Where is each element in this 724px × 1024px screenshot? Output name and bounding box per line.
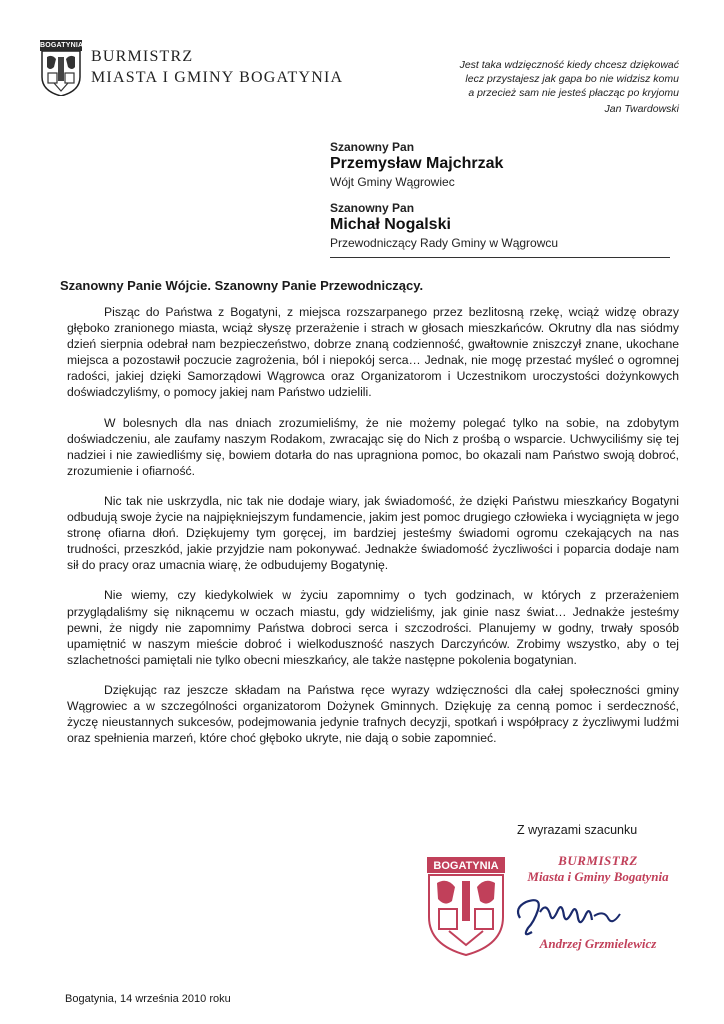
stamp-crest-banner: BOGATYNIA — [433, 860, 499, 872]
body-paragraph: Pisząc do Państwa z Bogatyni, z miejsca rozszarpanego przez bezlitosną rzekę, wciąż widzę obrazy głęboko zranionego miasta, wciąż słyszę przerażenie i strach w głosach mieszkańców. Okrutny dla nas siódmy dzień sierpnia odebrał nam bezpieczeństwo, dobrze znaną codzienność, gwałtownie zniszczył znane, ukochane miejsca a pozostawił poczucie zagrożenia, ból i niepokój serca… Jednak, nie mogę przestać myśleć o ogromnej radości, jakiej dzięki Samorządowi Wągrowca oraz Organizatorom i Uczestnikom uroczystości dożynkowych doświadczyliśmy, o pomocy jakiej nam Państwo udzielili. — [67, 305, 679, 400]
letterhead-title — [91, 46, 343, 88]
addressee-block — [330, 140, 680, 258]
letter-body — [67, 304, 679, 760]
body-paragraph: W bolesnych dla nas dniach zrozumieliśmy, że nie możemy polegać tylko na sobie, na zdobytym doświadczeniu, ale zaufamy naszym Rodakom, zwracając się do Nich z prośbą o wsparcie. Uchwyciliśmy się tej nadziei i nie zawiedliśmy się, bowiem dotarła do nas upragniona pomoc, bo okazali nam Państwo swoją dobroć, zrozumienie i ofiarność. — [67, 415, 679, 478]
stamp-title: BURMISTRZ — [558, 853, 638, 868]
body-paragraph: Dziękując raz jeszcze składam na Państwa ręce wyrazy wdzięczności dla całej społeczności gminy Wągrowiec a w szczególności organizatorom Dożynek Gminnych. Dziękuję za cenną pomoc i serdeczność, życzę nieustannych sukcesów, podejmowania jedynie trafnych decyzji, spotkań i współpracy z życzliwymi ludźmi oraz spełnienia marzeń, które choć głęboko ukryte, nie dają o sobie zapomnieć. — [67, 682, 679, 746]
official-stamp-text — [508, 853, 688, 885]
motto-line: Jest taka wdzięczność kiedy chcesz dziękować — [459, 59, 679, 71]
eagle-shield-icon — [40, 51, 82, 96]
addressee — [330, 201, 680, 250]
addressee-name: Przemysław Majchrzak — [330, 155, 504, 172]
divider — [330, 257, 670, 258]
addressee — [330, 140, 680, 189]
addressee-salutation: Szanowny Pan — [330, 201, 415, 215]
addressee-name: Michał Nogalski — [330, 216, 451, 233]
letterhead-title-line1: BURMISTRZ — [91, 48, 194, 65]
motto-author: Jan Twardowski — [604, 103, 679, 115]
addressee-salutation: Szanowny Pan — [330, 140, 415, 154]
motto-quote — [359, 58, 679, 116]
closing-phrase: Z wyrazami szacunku — [517, 823, 638, 837]
motto-line: a przecież sam nie jesteś płacząc po kryjomu — [468, 87, 679, 99]
crest-banner: BOGATYNIA — [40, 42, 84, 49]
letterhead-title-line2: MIASTA I GMINY BOGATYNIA — [91, 69, 344, 86]
signer-name: Andrzej Grzmielewicz — [539, 936, 657, 951]
body-paragraph: Nic tak nie uskrzydla, nic tak nie dodaje wiary, jak świadomość, że dzięki Państwu mieszkańcy Bogatyni odbudują swoje życie na najpiękniejszym fundamencie, jakim jest pomoc drugiego człowieka i wyciągnięta w jego stronę ofiarna dłoń. Dziękujemy tym goręcej, im bardziej jesteśmy świadomi ogromu czekających na nas trudności, przeszkód, jakie przyjdzie nam pokonywać. Jednakże świadomość życzliwości i poparcia dodaje nam sił do pracy oraz umacnia wiarę, że odbudujemy Bogatynię. — [67, 493, 679, 573]
addressee-role: Przewodniczący Rady Gminy w Wągrowcu — [330, 236, 559, 250]
motto-line: lecz przystajesz jak gapa bo nie widzisz komu — [465, 73, 679, 85]
date-line: Bogatynia, 14 września 2010 roku — [65, 993, 231, 1005]
stamp-shield-icon — [425, 855, 507, 957]
body-paragraph: Nie wiemy, czy kiedykolwiek w życiu zapomnimy o tych godzinach, w których z przerażeniem przyglądaliśmy się niknącemu w oczach miastu, gdy widzieliśmy, jak ginie nasz świat… Jednakże jesteśmy pewni, że nigdy nie zapomnimy Państwa dobroci serca i szczodrości. Planujemy w godny, trwały sposób upamiętnić w naszym mieście dobroć i wielkoduszność naszych Darczyńców. Zrobimy wszystko, aby o tej szlachetności pamiętali nie tylko obecni mieszkańcy, ale także następne pokolenia bogatynian. — [67, 588, 679, 667]
stamp-subtitle: Miasta i Gminy Bogatynia — [527, 869, 669, 884]
letter-greeting: Szanowny Panie Wójcie. Szanowny Panie Przewodniczący. — [60, 278, 424, 293]
coat-of-arms-logo — [40, 40, 82, 96]
addressee-role: Wójt Gminy Wągrowiec — [330, 175, 455, 189]
official-stamp-crest — [425, 855, 507, 957]
